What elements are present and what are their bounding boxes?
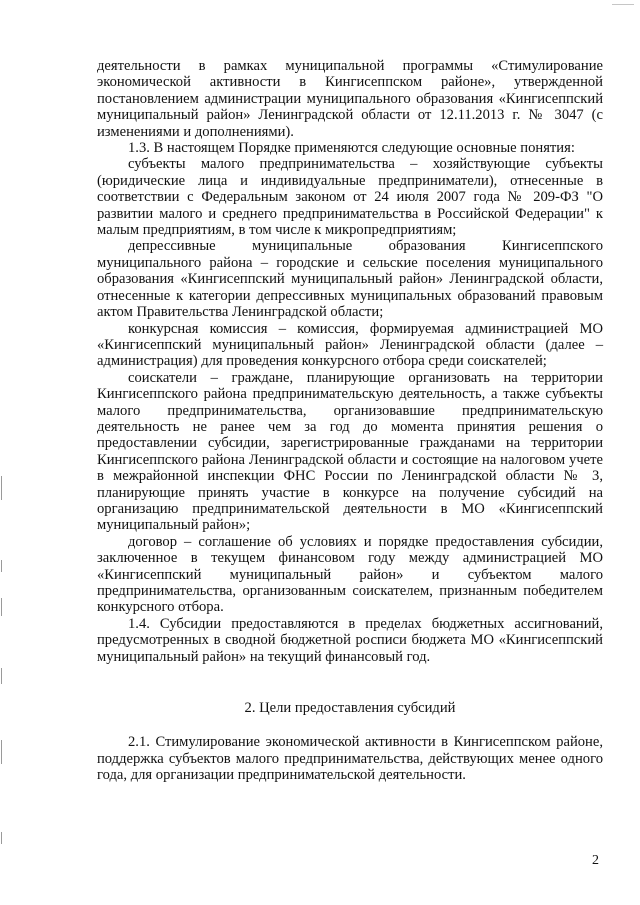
page-number: 2 xyxy=(592,853,599,868)
paragraph-2-1: 2.1. Стимулирование экономической активности в Кингисеппском районе, поддержка субъектов малого предпринимательства, действующих менее одного года, для организации предпринимательской деятельности. xyxy=(97,734,603,784)
paragraph-definition-depressed-municipalities: депрессивные муниципальные образования Кингисеппского муниципального района – городские и сельские поселения муниципального образования «Кингисеппский муниципальный район» Ленинградской области, отнесенные к категории депрессивных муниципальных образований правовым актом Правительства Ленинградской области; xyxy=(97,238,603,321)
paragraph-1-4: 1.4. Субсидии предоставляются в пределах бюджетных ассигнований, предусмотренных в сводной бюджетной росписи бюджета МО «Кингисеппский муниципальный район» на текущий финансовый год. xyxy=(97,615,603,665)
paragraph-definition-small-business: субъекты малого предпринимательства – хозяйствующие субъекты (юридические лица и индивидуальные предприниматели), отнесенные в соответствии с Федеральным законом от 24 июля 2007 года № 209-ФЗ "О развитии малого и среднего предпринимательства в Российской Федерации" к малым предприятиям, в том числе к микропредприятиям; xyxy=(97,156,603,239)
scan-margin-mark xyxy=(1,668,2,684)
scan-margin-mark xyxy=(1,560,2,572)
section-heading: 2. Цели предоставления субсидий xyxy=(244,700,456,717)
scan-margin-mark xyxy=(1,476,2,500)
scan-margin-mark xyxy=(1,832,2,844)
scan-edge-mark xyxy=(612,0,634,5)
paragraph-definition-applicants: соискатели – граждане, планирующие организовать на территории Кингисеппского района предпринимательскую деятельность, а также субъекты малого предпринимательства, организовавшие предпринимательскую деятельность не ранее чем за год до момента принятия решения о предоставлении субсидии, зарегистрированные гражданами на территории Кингисеппского района Ленинградской области и состоящие на налоговом учете в межрайонной инспекции ФНС России по Ленинградской области № 3, планирующие принять участие в конкурсе на получение субсидий на организацию предпринимательской деятельности в МО «Кингисеппский муниципальный район»; xyxy=(97,369,603,534)
scan-margin-mark xyxy=(1,740,2,764)
paragraph-1-3: 1.3. В настоящем Порядке применяются следующие основные понятия: xyxy=(128,140,575,157)
scan-margin-mark xyxy=(1,598,2,616)
paragraph-definition-agreement: договор – соглашение об условиях и порядке предоставления субсидии, заключенное в текущем финансовом году между администрацией МО «Кингисеппский муниципальный район» и субъектом малого предпринимательства, организованным соискателем, признанным победителем конкурсного отбора. xyxy=(97,533,603,616)
document-body xyxy=(97,58,603,784)
paragraph-continuation: деятельности в рамках муниципальной программы «Стимулирование экономической активности в Кингисеппском районе», утвержденной постановлением администрации муниципального образования «Кингисеппский муниципальный район» Ленинградской области от 12.11.2013 г. № 3047 (с изменениями и дополнениями). xyxy=(97,58,603,140)
paragraph-definition-commission: конкурсная комиссия – комиссия, формируемая администрацией МО «Кингисеппский муниципальный район» Ленинградской области (далее – администрация) для проведения конкурсного отбора среди соискателей; xyxy=(97,320,603,370)
